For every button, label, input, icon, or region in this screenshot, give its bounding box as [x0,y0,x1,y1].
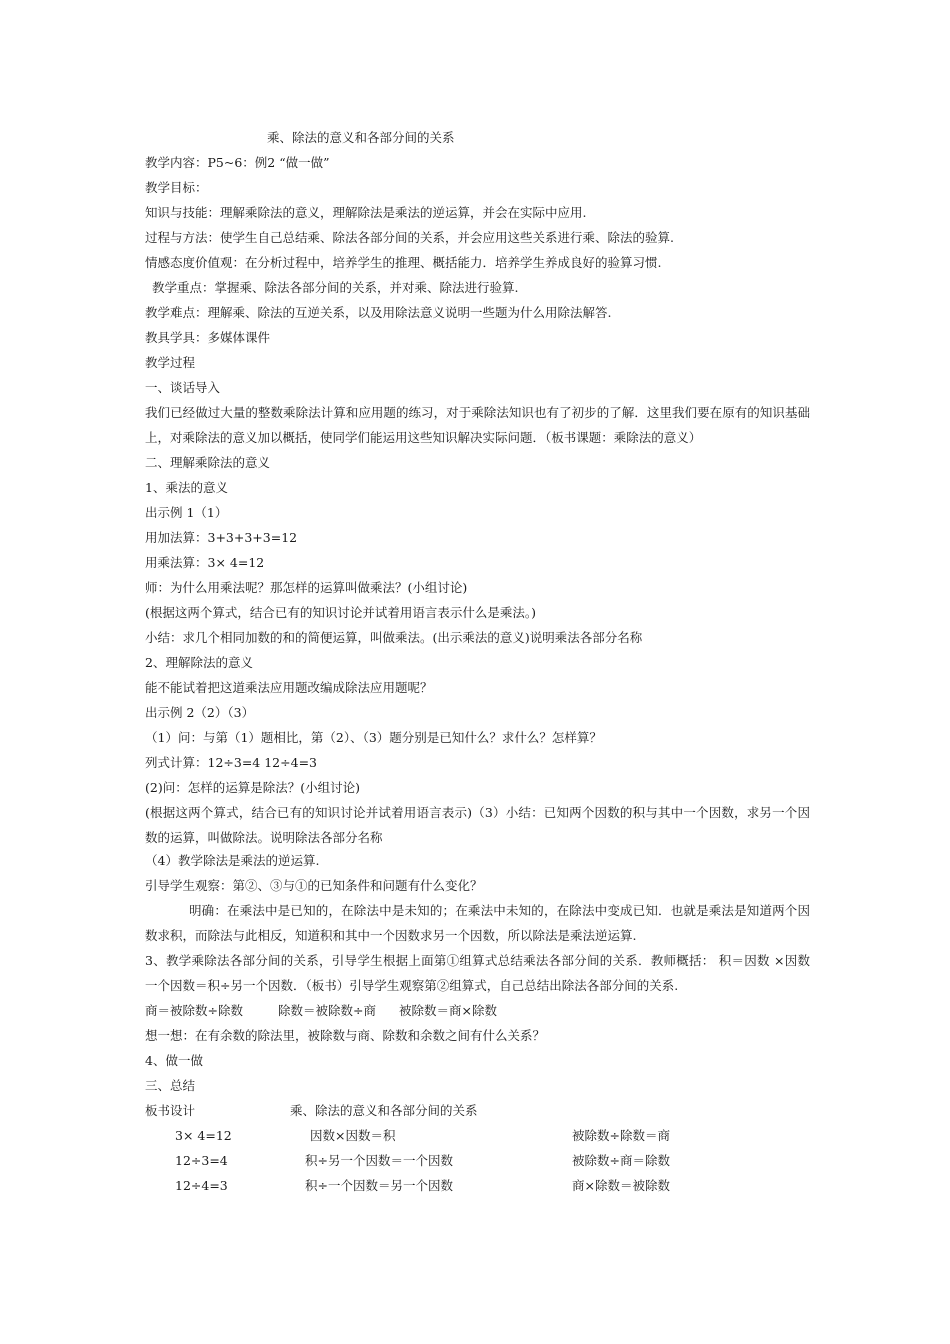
section-2-heading: 二、理解乘除法的意义 [145,455,271,470]
multiplication-example: 出示例 1（1） [145,505,228,520]
board-design-label: 板书设计 [145,1103,196,1118]
page-title: 乘、除法的意义和各部分间的关系 [267,130,455,145]
division-heading: 2、理解除法的意义 [145,655,253,670]
division-question-2: （1）问：与第（1）题相比，第（2）、（3）题分别是已知什么？求什么？怎样算？ [145,730,602,745]
key-point: 教学重点：掌握乘、除法各部分间的关系，并对乘、除法进行验算. [152,280,519,295]
goal-emotion: 情感态度价值观：在分析过程中，培养学生的推理、概括能力．培养学生养成良好的验算习惯. [145,255,662,270]
board-row-3-col-2: 积÷一个因数＝另一个因数 [305,1178,453,1193]
addition-calc: 用加法算：3+3+3+3=12 [145,530,298,545]
board-row-1-col-1: 3× 4=12 [175,1128,232,1143]
section-1-paragraph: 我们已经做过大量的整数乘除法计算和应用题的练习，对于乘除法知识也有了初步的了解．这里我们要在原有的知识基础上，对乘除法的意义加以概括，使同学们能运用这些知识解决实际问题．（板书课题：乘除法的意义） [145,405,810,445]
division-paragraph: (根据这两个算式，结合已有的知识讨论并试着用语言表示)（3）小结：已知两个因数的积与其中一个因数，求另一个因数的运算，叫做除法。说明除法各部分名称 [145,805,810,845]
board-row-2-col-2: 积÷另一个因数＝一个因数 [305,1153,453,1168]
division-question-1: 能不能试着把这道乘法应用题改编成除法应用题呢？ [145,680,433,695]
multiplication-hint: (根据这两个算式，结合已有的知识讨论并试着用语言表示什么是乘法。) [145,605,537,620]
division-question-3: (2)问：怎样的运算是除法？(小组讨论) [145,780,360,795]
multiplication-calc: 用乘法算：3× 4=12 [145,555,265,570]
relations-paragraph: 3、教学乘除法各部分间的关系，引导学生根据上面第①组算式总结乘法各部分间的关系．教师概括： 积＝因数 ×因数 一个因数＝积÷另一个因数．（板书）引导学生观察第②组算式，自己总结出除法各部分间的关系. [145,953,810,993]
process-heading: 教学过程 [145,355,196,370]
goals-heading: 教学目标： [145,180,208,195]
multiplication-heading: 1、乘法的意义 [145,480,228,495]
board-row-2-col-1: 12÷3=4 [175,1153,228,1168]
think-prompt: 想一想：在有余数的除法里，被除数与商、除数和余数之间有什么关系？ [145,1028,546,1043]
division-calc: 列式计算：12÷3=4 12÷4=3 [145,755,317,770]
division-inverse: （4）教学除法是乘法的逆运算. [145,853,320,868]
tools: 教具学具：多媒体课件 [145,330,271,345]
teaching-content: 教学内容：P5~6：例2 “做一做” [145,155,330,170]
clarify-paragraph: 明确：在乘法中是已知的，在除法中是未知的；在乘法中未知的，在除法中变成已知．也就是乘法是知道两个因数求积，而除法与此相反，知道积和其中一个因数求另一个因数，所以除法是乘法逆运算. [145,903,810,943]
formula-dividend: 被除数＝商×除数 [399,1003,497,1018]
division-example: 出示例 2（2）（3） [145,705,255,720]
formula-divisor: 除数＝被除数÷商 [278,1003,376,1018]
section-3-heading: 三、总结 [145,1078,196,1093]
observe-prompt: 引导学生观察：第②、③与①的已知条件和问题有什么变化？ [145,878,483,893]
goal-process: 过程与方法：使学生自己总结乘、除法各部分间的关系，并会应用这些关系进行乘、除法的验算. [145,230,674,245]
difficulty: 教学难点：理解乘、除法的互逆关系，以及用除法意义说明一些题为什么用除法解答. [145,305,612,320]
goal-knowledge: 知识与技能：理解乘除法的意义，理解除法是乘法的逆运算，并会在实际中应用. [145,205,587,220]
board-row-1-col-2: 因数×因数＝积 [310,1128,396,1143]
practice-heading: 4、做一做 [145,1053,203,1068]
board-title: 乘、除法的意义和各部分间的关系 [290,1103,478,1118]
multiplication-summary: 小结：求几个相同加数的和的简便运算，叫做乘法。(出示乘法的意义)说明乘法各部分名称 [145,630,643,645]
teacher-question: 师：为什么用乘法呢？那怎样的运算叫做乘法？(小组讨论) [145,580,468,595]
board-row-2-col-3: 被除数÷商＝除数 [572,1153,670,1168]
board-row-3-col-1: 12÷4=3 [175,1178,228,1193]
section-1-heading: 一、谈话导入 [145,380,221,395]
board-row-3-col-3: 商×除数＝被除数 [572,1178,670,1193]
formula-quotient: 商＝被除数÷除数 [145,1003,243,1018]
board-row-1-col-3: 被除数÷除数＝商 [572,1128,670,1143]
